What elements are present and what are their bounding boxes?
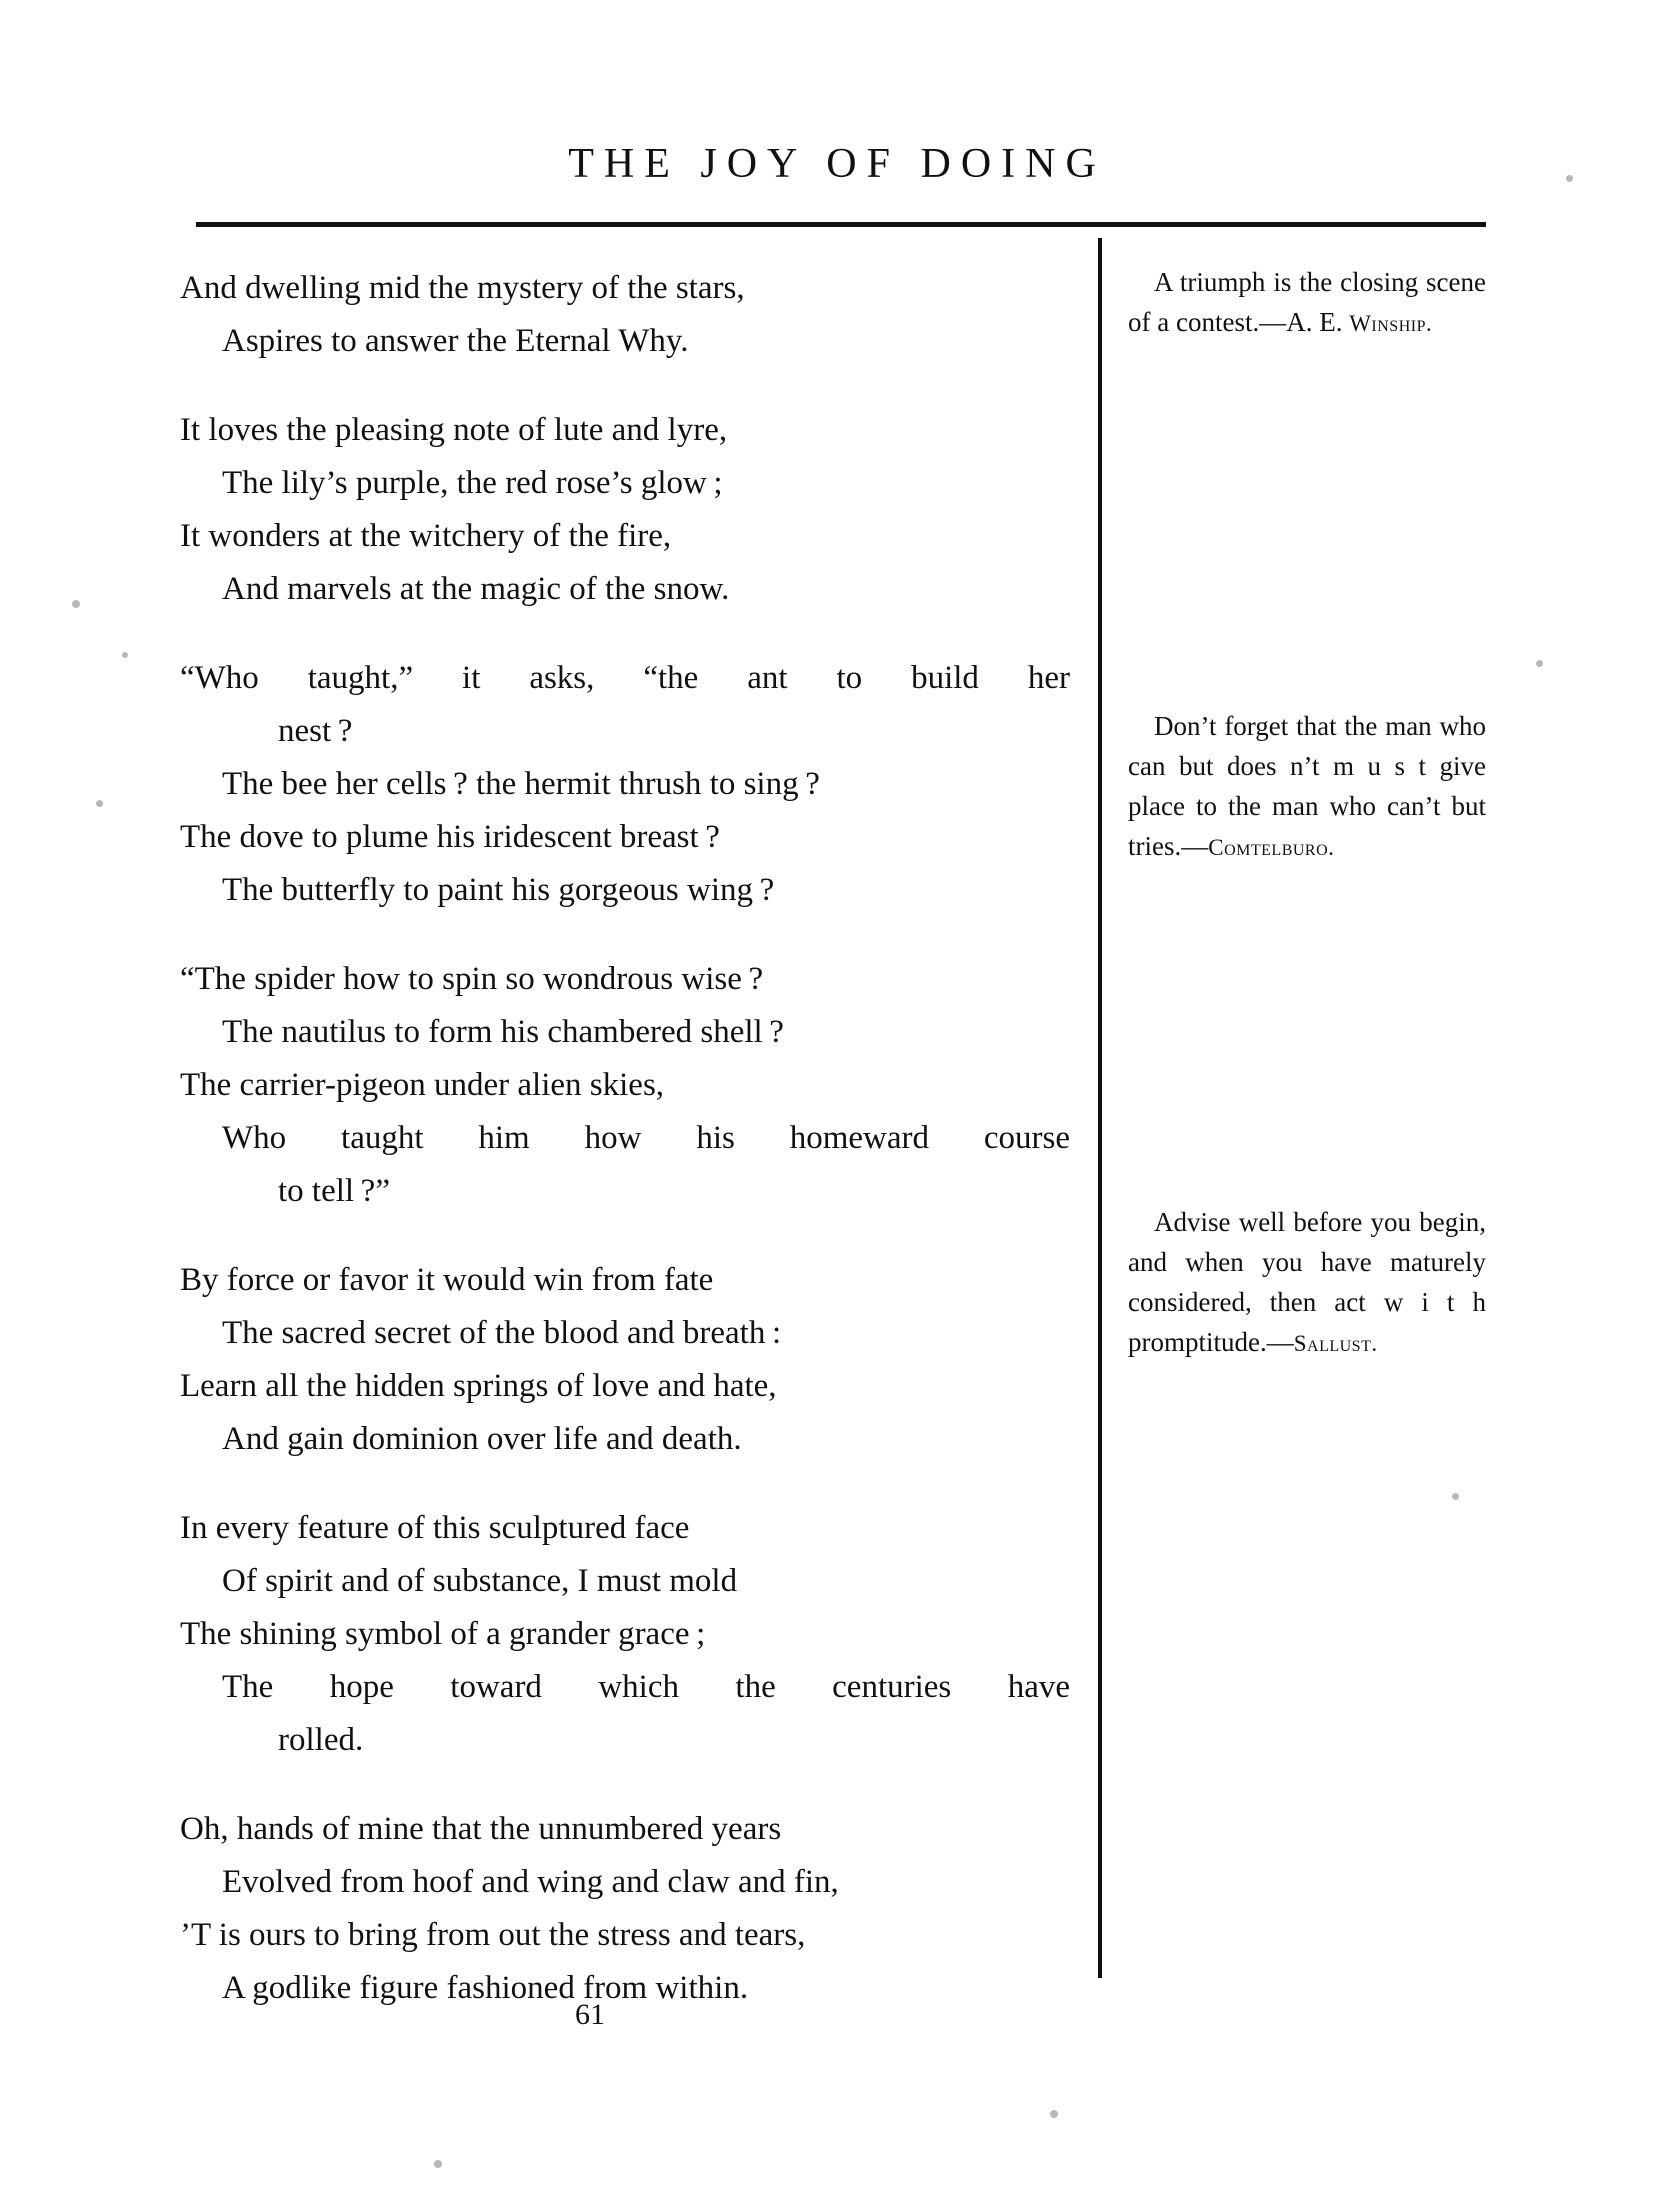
poem-line: And gain dominion over life and death. xyxy=(222,1421,742,1457)
stanza xyxy=(180,262,1080,368)
poem-body xyxy=(180,262,1080,2015)
poem-line: A godlike figure fashioned from within. xyxy=(222,1970,749,2006)
print-speck xyxy=(1452,1493,1459,1500)
stanza xyxy=(180,652,1080,917)
poem-line: Of spirit and of substance, I must mold xyxy=(222,1563,738,1599)
poem-line: It wonders at the witchery of the fire, xyxy=(180,518,672,554)
poem-line: In every feature of this sculptured face xyxy=(180,1510,690,1546)
stanza xyxy=(180,404,1080,616)
poem-line: to tell ?” xyxy=(278,1173,390,1209)
poem-line: The sacred secret of the blood and breath : xyxy=(222,1315,782,1351)
print-speck xyxy=(1536,660,1543,667)
poem-line: It loves the pleasing note of lute and lyre, xyxy=(180,412,728,448)
poem-line: The bee her cells ? the hermit thrush to sing ? xyxy=(222,766,820,802)
note-text: Don’t forget that the man who can but does n’t m u s t give place to the man who can’t but tries.— xyxy=(1128,711,1486,861)
poem-line: The butterfly to paint his gorgeous wing ? xyxy=(222,872,775,908)
poem-line: Aspires to answer the Eternal Why. xyxy=(222,323,689,359)
poem-line: The hope toward which the centuries have xyxy=(222,1669,1070,1705)
print-speck xyxy=(96,800,103,807)
poem-line: “Who taught,” it asks, “the ant to build her xyxy=(180,660,1070,696)
stanza xyxy=(180,953,1080,1218)
note-attribution: Winship. xyxy=(1349,311,1433,336)
note-attribution: Comtelburo. xyxy=(1208,835,1335,860)
note-attribution: Sallust. xyxy=(1293,1331,1378,1356)
marginal-note xyxy=(1128,262,1486,344)
poem-line: By force or favor it would win from fate xyxy=(180,1262,714,1298)
note-text: Advise well before you begin, and when you have maturely considered, then act w i t h promptitude.— xyxy=(1128,1207,1486,1357)
poem-line: The nautilus to form his chambered shell ? xyxy=(222,1014,784,1050)
marginal-note xyxy=(1128,1202,1486,1364)
poem-line: nest ? xyxy=(278,713,353,749)
poem-line: The dove to plume his iridescent breast ? xyxy=(180,819,720,855)
print-speck xyxy=(434,2160,442,2168)
stanza xyxy=(180,1803,1080,2015)
poem-line: Evolved from hoof and wing and claw and fin, xyxy=(222,1864,839,1900)
poem-line: “The spider how to spin so wondrous wise ? xyxy=(180,961,764,997)
page-number: 61 xyxy=(575,1998,605,2031)
print-speck xyxy=(1566,175,1573,182)
page-title: THE JOY OF DOING xyxy=(568,141,1106,187)
poem-line: And marvels at the magic of the snow. xyxy=(222,571,730,607)
stanza xyxy=(180,1502,1080,1767)
column-divider-rule xyxy=(1098,238,1102,1978)
poem-line: The carrier-pigeon under alien skies, xyxy=(180,1067,665,1103)
print-speck xyxy=(72,600,80,608)
poem-line: Who taught him how his homeward course xyxy=(222,1120,1070,1156)
poem-line: rolled. xyxy=(278,1722,364,1758)
marginal-note xyxy=(1128,706,1486,868)
stanza xyxy=(180,1254,1080,1466)
poem-line: Learn all the hidden springs of love and hate, xyxy=(180,1368,777,1404)
print-speck xyxy=(122,652,128,658)
poem-line: Oh, hands of mine that the unnumbered years xyxy=(180,1811,782,1847)
note-text: A triumph is the closing scene of a contest.—A. E. xyxy=(1128,267,1486,337)
header-rule xyxy=(196,222,1486,227)
poem-line: The lily’s purple, the red rose’s glow ; xyxy=(222,465,723,501)
print-speck xyxy=(1050,2110,1058,2118)
poem-line: The shining symbol of a grander grace ; xyxy=(180,1616,706,1652)
poem-line: ’T is ours to bring from out the stress and tears, xyxy=(180,1917,806,1953)
poem-line: And dwelling mid the mystery of the stars, xyxy=(180,270,745,306)
